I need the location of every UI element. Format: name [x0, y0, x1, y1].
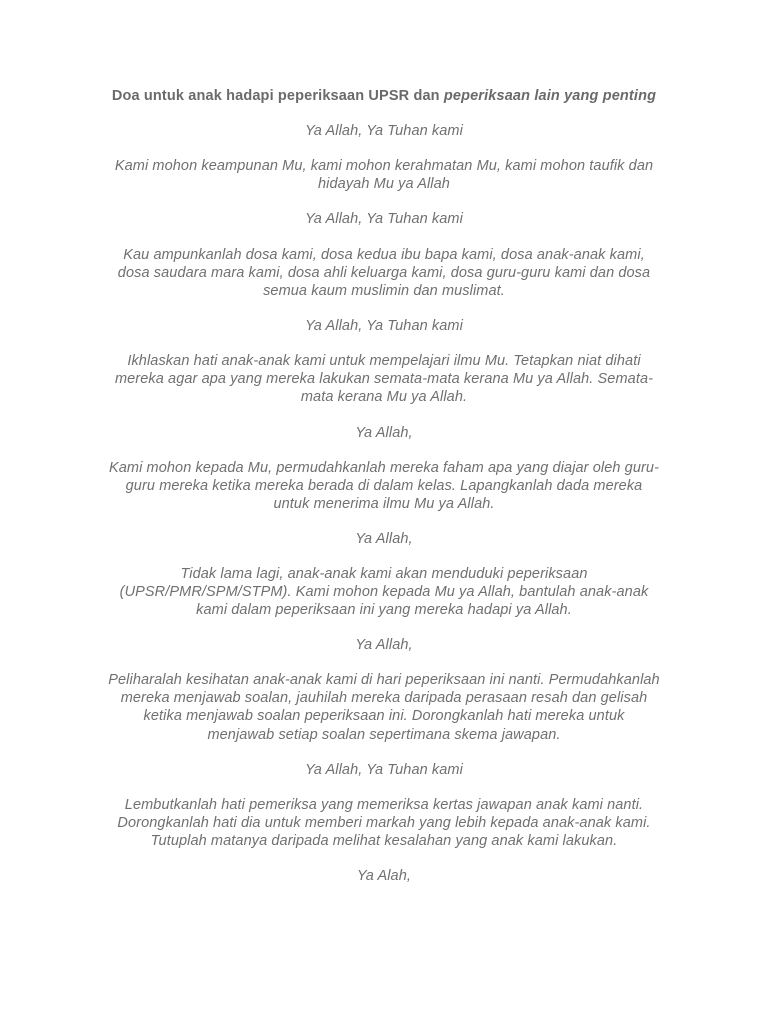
paragraph-line: Kami mohon keampunan Mu, kami mohon kerahmatan Mu, kami mohon taufik dan: [114, 158, 654, 174]
body-paragraph: [60, 671, 708, 744]
invocation-heading: [60, 530, 708, 548]
paragraph-line: Kau ampunkanlah dosa kami, dosa kedua ibu bapa kami, dosa anak-anak kami,: [123, 247, 645, 263]
paragraph-line: mereka agar apa yang mereka lakukan semata-mata kerana Mu ya Allah. Semata-: [114, 371, 654, 388]
paragraph-line: untuk menerima ilmu Mu ya Allah.: [273, 496, 495, 513]
invocation-heading: [60, 122, 708, 140]
paragraph-line: kami dalam peperiksaan ini yang mereka hadapi ya Allah.: [196, 602, 572, 619]
paragraph-line: guru mereka ketika mereka berada di dalam kelas. Lapangkanlah dada mereka: [125, 478, 643, 495]
paragraph-line: Dorongkanlah hati dia untuk memberi markah yang lebih kepada anak-anak kami.: [117, 815, 651, 832]
invocation-text: Ya Allah, Ya Tuhan kami: [305, 318, 463, 334]
invocation-text: Ya Allah, Ya Tuhan kami: [305, 762, 463, 778]
paragraph-line: semua kaum muslimin dan muslimat.: [263, 283, 505, 300]
body-paragraph: [60, 796, 708, 851]
body-paragraph: [60, 246, 708, 301]
title-bold-text: Doa untuk anak hadapi peperiksaan UPSR dan: [111, 88, 444, 104]
body-paragraph: [60, 157, 708, 193]
invocation-text: Ya Alah,: [357, 868, 411, 884]
paragraph-line: Kami mohon kepada Mu, permudahkanlah mereka faham apa yang diajar oleh guru-: [108, 460, 660, 476]
invocation-text: Ya Allah,: [355, 425, 413, 441]
invocation-heading: [60, 210, 708, 228]
paragraph-line: ketika menjawab soalan peperiksaan ini. Dorongkanlah hati mereka untuk: [143, 708, 625, 725]
paragraph-line: Peliharalah kesihatan anak-anak kami di hari peperiksaan ini nanti. Permudahkanlah: [108, 672, 660, 688]
title-italic-text: peperiksaan lain yang penting: [443, 88, 657, 104]
paragraph-line: menjawab setiap soalan sepertimana skema jawapan.: [207, 726, 561, 743]
paragraph-line: Lembutkanlah hati pemeriksa yang memeriksa kertas jawapan anak kami nanti.: [124, 797, 644, 813]
invocation-heading: [60, 317, 708, 335]
invocation-text: Ya Allah, Ya Tuhan kami: [305, 211, 463, 227]
paragraph-line: mereka menjawab soalan, jauhilah mereka daripada perasaan resah dan gelisah: [120, 690, 648, 707]
body-paragraph: [60, 352, 708, 407]
invocation-heading: [60, 636, 708, 654]
paragraph-line: (UPSR/PMR/SPM/STPM). Kami mohon kepada Mu ya Allah, bantulah anak-anak: [119, 584, 649, 601]
paragraph-line: mata kerana Mu ya Allah.: [300, 389, 468, 406]
paragraph-line: dosa saudara mara kami, dosa ahli keluarga kami, dosa guru-guru kami dan dosa: [117, 265, 651, 282]
paragraph-line: Tidak lama lagi, anak-anak kami akan menduduki peperiksaan: [180, 566, 588, 582]
invocation-text: Ya Allah, Ya Tuhan kami: [305, 123, 463, 139]
document-title: [60, 87, 708, 105]
invocation-text: Ya Allah,: [355, 531, 413, 547]
paragraph-line: Ikhlaskan hati anak-anak kami untuk mempelajari ilmu Mu. Tetapkan niat dihati: [127, 353, 641, 369]
body-paragraph: [60, 459, 708, 514]
body-paragraph: [60, 565, 708, 620]
invocation-text: Ya Allah,: [355, 637, 413, 653]
invocation-heading: [60, 867, 708, 885]
invocation-heading: [60, 424, 708, 442]
invocation-heading: [60, 761, 708, 779]
paragraph-line: Tutuplah matanya daripada melihat kesalahan yang anak kami lakukan.: [150, 833, 618, 850]
paragraph-line: hidayah Mu ya Allah: [318, 176, 450, 193]
